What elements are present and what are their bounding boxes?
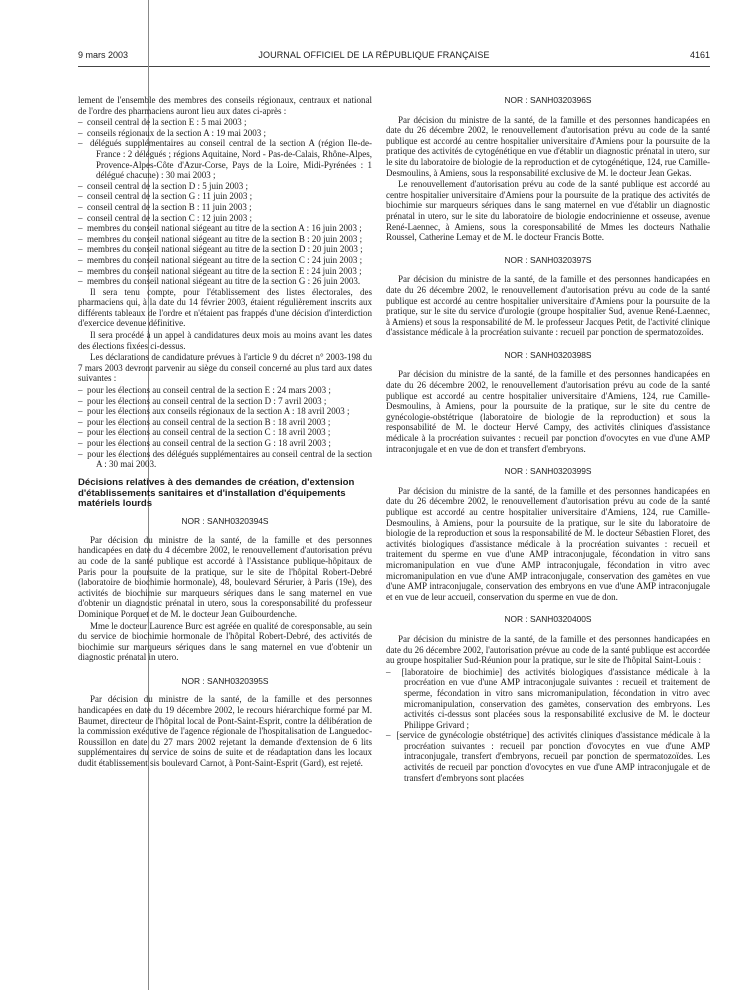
- list-item: – membres du conseil national siégeant au titre de la section B : 20 juin 2003 ;: [78, 234, 372, 245]
- decision-paragraph: Mme le docteur Laurence Burc est agréée en qualité de coresponsable, au sein du service de biochimie hormonale de l'hôpital Robert-Debré, des activités de biochimie sur marqueurs sériques dans le sang maternel en vue d'obtenir un diagnostic prénatal in utero.: [78, 620, 372, 663]
- list-item: – pour les élections au conseil central de la section E : 24 mars 2003 ;: [78, 385, 372, 396]
- header-title: JOURNAL OFFICIEL DE LA RÉPUBLIQUE FRANÇAISE: [258, 50, 490, 60]
- decision-paragraph: Par décision du ministre de la santé, de la famille et des personnes handicapées en date du 4 décembre 2002, le renouvellement d'autorisation prévu au code de la santé publique est accordé à l'Assistance publique-hôpitaux de Paris pour la poursuite de la pratique, sur le site de l'hôpital Robert-Debré (laboratoire de biochimie hormonale), 48, boulevard Sérurier, à Paris (19e), des activités de biochimie sur marqueurs sériques dans le sang maternel en vue d'obtenir un diagnostic prénatal in utero, sous la coresponsabilité du professeur Dominique Porquet et de M. le docteur Jean Guibourdenche.: [78, 534, 372, 619]
- list-item: – membres du conseil national siégeant au titre de la section A : 16 juin 2003 ;: [78, 223, 372, 234]
- list-item: – conseil central de la section B : 11 juin 2003 ;: [78, 202, 372, 213]
- decision-paragraph: Par décision du ministre de la santé, de la famille et des personnes handicapées en date du 19 décembre 2002, le recours hiérarchique formé par M. Baumet, directeur de l'hôpital local de Pont-Saint-Esprit, contre la délibération de la commission exécutive de l'agence régionale de l'hospitalisation de Languedoc-Roussillon en date du 27 mars 2002 rejetant la demande d'extension de 6 lits supplémentaires du service de soins de suite et de réadaptation dans les locaux dudit établissement sis boulevard Carnot, à Pont-Saint-Esprit (Gard), est rejeté.: [78, 694, 372, 769]
- decision-paragraph: Le renouvellement d'autorisation prévu au code de la santé publique est accordé au centre hospitalier universitaire d'Amiens pour la poursuite de la pratique des activités de biochimie sur marqueurs sériques dans le sang maternel en vue d'établir un diagnostic prénatal in utero, sur le site du laboratoire de biologie endocrinienne et osseuse, avenue René-Laennec, à Amiens, sous la coresponsabilité de Mmes les docteurs Nathalie Roussel, Catherine Lemay et de M. le docteur Francis Botte.: [386, 179, 710, 243]
- list-item: – membres du conseil national siégeant au titre de la section D : 20 juin 2003 ;: [78, 244, 372, 255]
- section-heading: Décisions relatives à des demandes de création, d'extension d'établissements sanitaires et d'installation d'équipements matériels lourds: [78, 476, 355, 510]
- left-column: [78, 95, 372, 770]
- decision-paragraph: Par décision du ministre de la santé, de la famille et des personnes handicapées en date du 26 décembre 2002, le renouvellement d'autorisation prévu au code de la santé publique est accordé au centre hospitalier universitaire d'Amiens, 124, rue Camille-Desmoulins, à Amiens, pour la poursuite de la pratique, sur le site du laboratoire de biologie de la reproduction et sous la responsabilité de M. le docteur Sébastien Floret, des activités biologiques d'assistance médicale à la procréation suivantes : recueil et traitement du sperme en vue d'une AMP intraconjugale, fécondation in vitro sans micromanipulation en vue d'une AMP intraconjugale, fécondation in vitro avec micromanipulation en vue d'une AMP intraconjugale, conservation des gamètes en vue d'une AMP intraconjugale, conservation des embryons en vue d'une AMP intraconjugale et en vue de leur accueil, conservation du sperme en vue de don.: [386, 485, 710, 602]
- list-item: – pour les élections au conseil central de la section D : 7 avril 2003 ;: [78, 396, 372, 407]
- nor-reference: NOR : SANH0320400S: [504, 614, 592, 625]
- nor-reference: NOR : SANH0320394S: [181, 516, 269, 527]
- list-item: – membres du conseil national siégeant au titre de la section C : 24 juin 2003 ;: [78, 255, 372, 266]
- nor-reference: NOR : SANH0320397S: [504, 254, 592, 265]
- candidature-call-paragraph: Il sera procédé à un appel à candidatures deux mois au moins avant les dates des élections fixées ci-dessus.: [78, 330, 372, 351]
- candidature-deadlines-list: [78, 385, 372, 470]
- header-rule: [78, 66, 710, 67]
- list-item: – membres du conseil national siégeant au titre de la section E : 24 juin 2003 ;: [78, 266, 372, 277]
- activities-list: [386, 667, 710, 784]
- list-item: – conseil central de la section C : 12 juin 2003 ;: [78, 213, 372, 224]
- nor-reference: NOR : SANH0320399S: [504, 466, 592, 477]
- list-item: – pour les élections au conseil central de la section B : 18 avril 2003 ;: [78, 417, 372, 428]
- list-item: – conseil central de la section D : 5 juin 2003 ;: [78, 181, 372, 192]
- list-item: – [laboratoire de biochimie] des activités biologiques d'assistance médicale à la procréation en vue d'une AMP intraconjugale suivantes : recueil et traitement de sperme, fécondation in vitro sans micromanipulation, fécondation in vitro avec micromanipulation, conservation des gamètes, conservation des embryons. Les activités ci-dessus sont placées sous la responsabilité exclusive de M. le docteur Philippe Grivard ;: [386, 667, 710, 731]
- nor-reference: NOR : SANH0320396S: [504, 95, 592, 105]
- page-header: [0, 50, 748, 66]
- election-dates-list: [78, 117, 372, 287]
- list-item: – pour les élections aux conseils régionaux de la section A : 18 avril 2003 ;: [78, 406, 372, 417]
- nor-reference: NOR : SANH0320398S: [504, 349, 592, 360]
- electoral-lists-paragraph: Il sera tenu compte, pour l'établissement des listes électorales, des pharmaciens qui, à la date du 14 février 2003, étaient régulièrement inscrits aux différents tableaux de l'ordre et n'étaient pas frappés d'une décision d'interdiction d'exercice devenue définitive.: [78, 286, 372, 329]
- list-item: – conseil central de la section G : 11 juin 2003 ;: [78, 191, 372, 202]
- list-item: – [service de gynécologie obstétrique] des activités cliniques d'assistance médicale à la procréation suivantes : recueil par ponction d'ovocytes en vue d'une AMP intraconjugale, transfert d'embryons, recueil par ponction de spermatozoïdes. Les activités de recueil par ponction d'ovocytes en vue d'une AMP intraconjugale et de transfert d'embryons sont placées: [386, 730, 710, 783]
- header-page-number: 4161: [689, 50, 710, 60]
- decision-paragraph: Par décision du ministre de la santé, de la famille et des personnes handicapées en date du 26 décembre 2002, le renouvellement d'autorisation prévu au code de la santé publique est accordé au centre hospitalier universitaire d'Amiens, 124, rue Camille-Desmoulins, à Amiens, pour la poursuite de la pratique, sur le site du centre de gynécologie-obstétrique (laboratoire de biologie de la reproduction) et sous la responsabilité de M. le docteur Hervé Campy, des activités cliniques d'assistance médicale à la procréation suivantes : recueil par ponction d'ovocytes en vue d'une AMP intraconjugale et en vue de don et transfert d'embryons.: [386, 369, 710, 454]
- decision-paragraph: Par décision du ministre de la santé, de la famille et des personnes handicapées en date du 26 décembre 2002, le renouvellement d'autorisation prévu au code de la santé publique est accordé au centre hospitalier universitaire d'Amiens pour la poursuite de la pratique des activités de cytogénétique en vue d'établir un diagnostic prénatal in utero, sur le site du laboratoire de biologie de la reproduction et de cytogénétique, 124, rue Camille-Desmoulins, à Amiens, sous la responsabilité exclusive de M. le docteur Jean Gekas.: [386, 114, 711, 178]
- list-item: – pour les élections au conseil central de la section C : 18 avril 2003 ;: [78, 427, 372, 438]
- declarations-paragraph: Les déclarations de candidature prévues à l'article 9 du décret n° 2003-198 du 7 mars 2003 devront parvenir au siège du conseil concerné au plus tard aux dates suivantes :: [78, 352, 372, 384]
- decision-paragraph: Par décision du ministre de la santé, de la famille et des personnes handicapées en date du 26 décembre 2002, l'autorisation prévue au code de la santé publique est accordée au groupe hospitalier Sud-Réunion pour la pratique, sur le site de l'hôpital Saint-Louis :: [386, 633, 710, 666]
- nor-reference: NOR : SANH0320395S: [181, 675, 269, 686]
- right-column: [386, 95, 710, 783]
- list-item: – conseils régionaux de la section A : 19 mai 2003 ;: [78, 128, 372, 139]
- list-item: – conseil central de la section E : 5 mai 2003 ;: [78, 117, 372, 128]
- list-item: – délégués supplémentaires au conseil central de la section A (région Ile-de-France : 2 délégués ; régions Aquitaine, Nord - Pas-de-Calais, Rhône-Alpes, Provence-Alpes-Côte d'Azur-Corse, Pays de la Loire, Midi-Pyrénées : 1 délégué chacune) : 30 mai 2003 ;: [78, 138, 372, 180]
- header-date: 9 mars 2003: [78, 50, 129, 60]
- intro-paragraph: lement de l'ensemble des membres des conseils régionaux, centraux et national de l'ordre des pharmaciens auront lieu aux dates ci-après :: [78, 95, 372, 116]
- list-item: – pour les élections des délégués supplémentaires au conseil central de la section A : 30 mai 2003.: [78, 449, 372, 470]
- list-item: – membres du conseil national siégeant au titre de la section G : 26 juin 2003.: [78, 276, 372, 287]
- list-item: – pour les élections au conseil central de la section G : 18 avril 2003 ;: [78, 438, 372, 449]
- decision-paragraph: Par décision du ministre de la santé, de la famille et des personnes handicapées en date du 26 décembre 2002, le renouvellement d'autorisation prévu au code de la santé publique est accordé au centre hospitalier universitaire d'Amiens pour la poursuite de la pratique, sur le site du service d'urologie (groupe hospitalier Sud, avenue René-Laennec, à Amiens) et sous la responsabilité de M. le professeur Jacques Petit, de l'activité clinique d'assistance médicale à la procréation suivante : recueil par ponction de spermatozoïdes.: [386, 274, 710, 338]
